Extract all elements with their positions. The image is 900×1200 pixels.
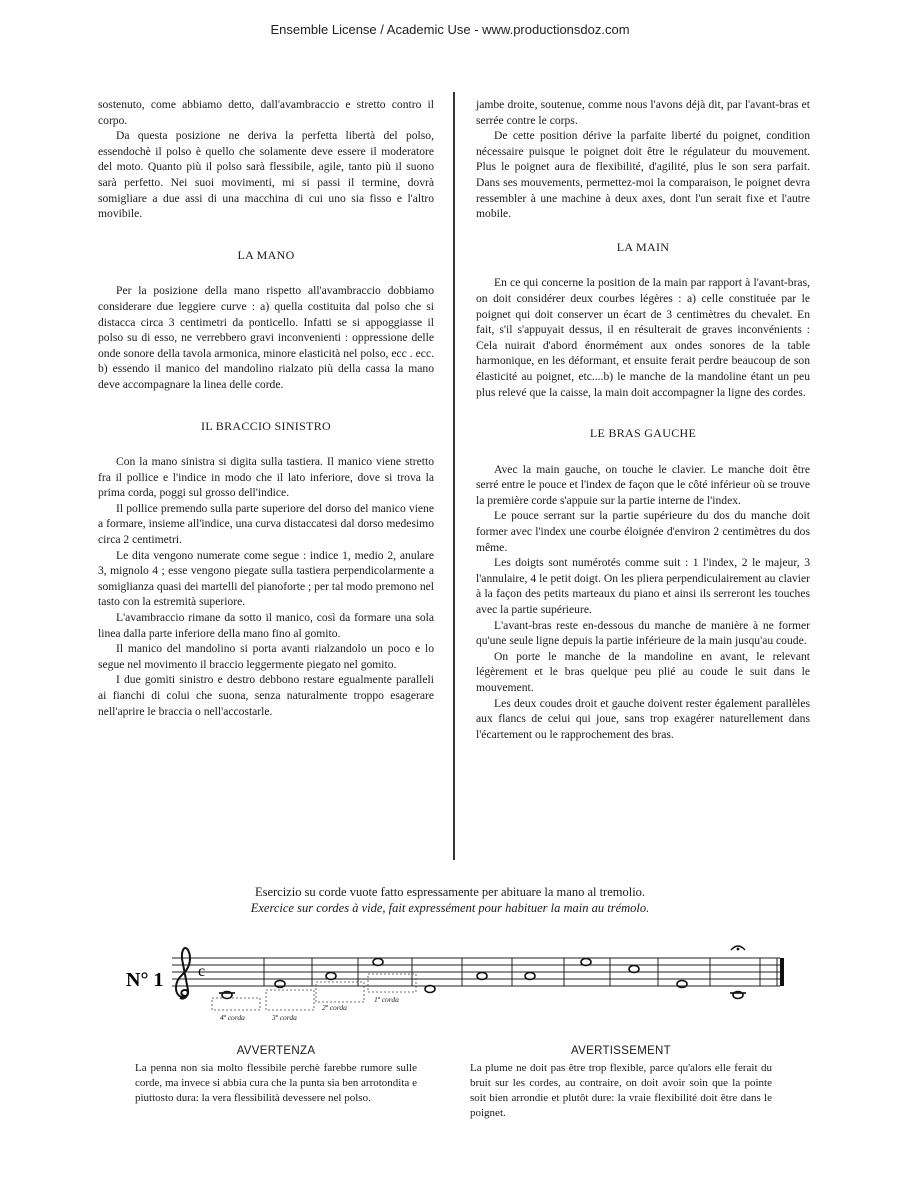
paragraph: De cette position dérive la parfaite liberté du poignet, condition nécessaire puisque le poignet doit être le régulateur du mouvement. Plus le poignet aura de flexibilité, d'agilité, plus le son sera parfait. Dans ses mouvements, permettez-moi la comparaison, le poignet devra ressembler à une machine à deux axes, dont l'un serait fixe et l'autre mobile. xyxy=(476,129,810,221)
treble-clef-icon xyxy=(176,948,190,999)
staff-lines xyxy=(172,958,780,986)
note xyxy=(425,986,435,993)
avvertenza-note xyxy=(135,1044,417,1106)
paragraph: Il pollice premendo sulla parte superiore del dorso del manico viene a formare, insieme all'indice, una curva distaccatesi dal dorso medesimo circa 2 centimetri. xyxy=(98,501,434,547)
paragraph: L'avambraccio rimane da sotto il manico, così da formare una sola linea dalla parte inferiore della mano fino al gomito. xyxy=(98,611,434,640)
section-title-bras-gauche: LE BRAS GAUCHE xyxy=(589,426,697,441)
note xyxy=(581,959,591,966)
avertissement-note xyxy=(470,1044,772,1121)
french-column xyxy=(476,97,810,742)
paragraph: Con la mano sinistra si digita sulla tastiera. Il manico viene stretto fra il pollice e l'indice in modo che il lato inferiore, dove si trova la prima corda, poggi sul grosso dell'indice. xyxy=(98,455,434,500)
section-title-braccio-sinistro: IL BRACCIO SINISTRO xyxy=(201,418,331,433)
exercise-title-french: Exercice sur cordes à vide, fait expressément pour habituer la main au trémolo. xyxy=(250,901,650,915)
time-signature: c xyxy=(198,963,206,980)
avertissement-title: AVERTISSEMENT xyxy=(571,1045,671,1057)
avertissement-text: La plume ne doit pas être trop flexible, parce qu'alors elle ferait du bruit sur les cordes, au contraire, on doit avoir soin que la pointe soit bien arrondie et plutôt dure: la vraie flexibilité doit être dans le poignet. xyxy=(470,1062,772,1119)
note xyxy=(373,959,383,966)
paragraph: L'avant-bras reste en-dessous du manche de manière à ne former qu'une seule ligne depuis la partie inférieure de la main jusqu'au coude. xyxy=(476,618,810,648)
avvertenza-text: La penna non sia molto flessibile perchè farebbe rumore sulle corde, ma invece si abbia cura che la punta sia ben arrotondita e piuttosto dura: la vera flessibilità devessere nel polso. xyxy=(135,1062,417,1104)
note xyxy=(477,973,487,980)
exercise-title-italian: Esercizio su corde vuote fatto espressamente per abituare la mano al tremolio. xyxy=(254,885,646,899)
string-label: 1ª corda xyxy=(374,995,399,1004)
paragraph: Avec la main gauche, on touche le clavier. Le manche doit être serré entre le pouce et l'index de façon que le côté inférieur où se trouve la première corde s'appuie sur la partie interne de l'index. xyxy=(476,462,810,507)
paragraph: Per la posizione della mano rispetto all'avambraccio dobbiamo considerare due leggiere curve : a) quella costituita dal polso che si distacca circa 3 centimetri da ponticello. Infatti se si appoggiasse il polso su di esso, ne verrebbero gravi inconvenienti : oppressione delle onde sonore della tavola armonica, minore elasticità nel polso, ecc . ecc. b) essendo il manico del mandolino rialzato più della cassa la mano deve accompagnare la linea delle corde. xyxy=(98,284,434,391)
avvertenza-title: AVVERTENZA xyxy=(236,1045,316,1057)
exercise-title xyxy=(0,884,900,916)
paragraph: Les deux coudes droit et gauche doivent rester également parallèles aux flancs de celui qui joue, sans trop exagérer naturellement dans l'écartement ou le rapprochement des bras. xyxy=(476,696,810,741)
note xyxy=(525,973,535,980)
license-header: Ensemble License / Academic Use - www.productionsdoz.com xyxy=(270,22,630,37)
string-label: 3ª corda xyxy=(272,1013,297,1022)
section-title-la-main: LA MAIN xyxy=(616,239,670,254)
string-labels xyxy=(220,995,399,1022)
staff-svg xyxy=(120,940,820,1030)
section-title-la-mano: LA MANO xyxy=(237,247,295,262)
note xyxy=(326,973,336,980)
note xyxy=(629,966,639,973)
paragraph: Da questa posizione ne deriva la perfetta libertà del polso, essendochè il polso è quello che solamente deve essere il moderatore del moto. Quanto più il polso sarà flessibile, agile, tanto più il suono sarà perfetto. Nei suoi movimenti, mi si passi il termine, dovrà somigliare a due assi di una macchina di cui uno sia fisso e l'altro movibile. xyxy=(98,129,434,221)
paragraph: Il manico del mandolino si porta avanti rialzandolo un poco e lo segue nel movimento il braccio leggermente piegato nel gomito. xyxy=(98,642,434,671)
fermata-dot xyxy=(737,948,740,951)
string-label: 2ª corda xyxy=(322,1003,347,1012)
paragraph: Les doigts sont numérotés comme suit : 1 l'index, 2 le majeur, 3 l'annulaire, 4 le petit doigt. On les pliera perpendiculairement au clavier à la façon des petits marteaux du piano et ainsi ils serreront les touches avec la partie supérieure. xyxy=(476,556,810,617)
paragraph: En ce qui concerne la position de la main par rapport à l'avant-bras, on doit considérer deux courbes légères : a) celle constituée par le poignet qui doit conserver un écart de 3 centimètres du chevalet. En fait, s'il s'appuyait dessus, il en résulterait de graves inconvénients : Cela nuirait d'abord énormément aux ondes sonores de la table harmonique, en les déformant, et ensuite ferait perdre beaucoup de son élasticité au poignet, etc....b) le manche de la mandoline étant un peu plus relevé que la caisse, la main doit accompagner la ligne des cordes. xyxy=(476,276,810,399)
paragraph: sostenuto, come abbiamo detto, dall'avambraccio e stretto contro il corpo. xyxy=(98,98,434,127)
paragraph: I due gomiti sinistro e destro debbono restare egualmente paralleli ai fianchi di colui che suona, senza naturalmente troppo esagerare nell'aprire le braccia o nell'accostarle. xyxy=(98,673,434,718)
final-barline xyxy=(780,958,784,986)
paragraph: On porte le manche de la mandoline en avant, le relevant légèrement et le bras quelque peu plié au coude le suit dans le mouvement. xyxy=(476,649,810,694)
string-label: 4ª corda xyxy=(220,1013,245,1022)
paragraph: jambe droite, soutenue, comme nous l'avons déjà dit, par l'avant-bras et serrée contre le corps. xyxy=(476,98,810,127)
exercise-number: N° 1 xyxy=(126,969,164,991)
music-staff-exercise xyxy=(120,940,820,1030)
column-divider xyxy=(453,92,455,860)
italian-column xyxy=(98,97,434,719)
paragraph: Le dita vengono numerate come segue : indice 1, medio 2, anulare 3, mignolo 4 ; esse vengono piegate sulla tastiera perpendicolarmente a somiglianza quasi dei martelli del pianoforte ; per tal modo premono nel tasto con la estremità superiore. xyxy=(98,548,434,609)
paragraph: Le pouce serrant sur la partie supérieure du dos du manche doit former avec l'index une courbe éloignée d'environ 2 centimètres du dos même. xyxy=(476,509,810,554)
